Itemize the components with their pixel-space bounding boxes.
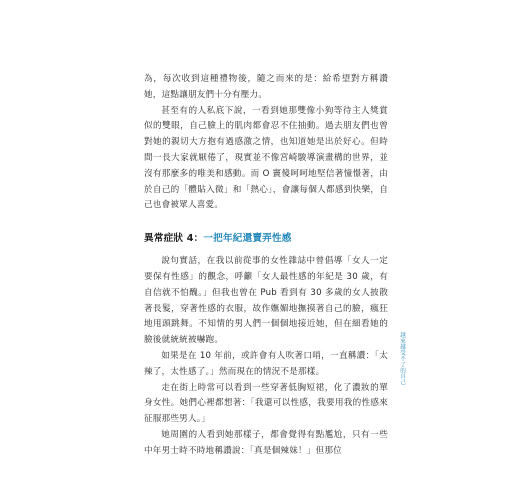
section-heading [144, 232, 388, 246]
body-text [144, 72, 388, 460]
section-heading-title: 一把年紀還賣弄性感 [203, 233, 292, 245]
paragraph: 說句實話，在我以前從事的女性雜誌中曾倡導「女人一定要保有性感」的觀念，呼籲「女人最性感的年紀是 30 歲，有自信就不怕醜。」但我也曾在 Pub 看到有 30 多歲的女人披散著長髮，穿著性感的衣服，故作嫵媚地撫摸著自己的臉，瘋狂地甩頭跳舞。不知情的男人們一個個地接近她，但在細看她的臉後就統統被嚇跑。 [144, 256, 388, 346]
section-heading-prefix: 異常症狀 4： [144, 233, 204, 245]
paragraph: 如果是在 10 年前，或許會有人吹著口哨，一直稱讚：「太辣了，太性感了。」然而現在的情況不是那樣。 [144, 350, 388, 377]
side-chapter-label: 越來越受不了的自己 [399, 332, 405, 386]
paragraph: 她周圍的人看到她那樣子，都會覺得有點尷尬，只有一些中年男士時不時地稱讚說：「真是個辣妹！」但那位 [144, 429, 388, 456]
paragraph: 為，每次收到這種禮物後，隨之而來的是：給希望對方稱讚她，這點讓朋友們十分有壓力。 [144, 74, 388, 100]
paragraph: 甚至有的人私底下說，一看到她那雙像小狗等待主人獎賞似的雙眼，自己臉上的肌肉都會忍不住抽動。過去朋友們也曾對她的親切大方抱有過感激之情，也知道她是出於好心。但時間一長大家就厭倦了，現實並不像宮崎駿導演畫構的世界，並沒有那麼多的唯美和感動。而 O 竇傻呵呵地堅信著憧憬著，由於自己的「體貼入微」和「熱心」，會讓每個人都感到快樂，自己也會被眾人喜愛。 [144, 105, 388, 211]
paragraph: 走在街上時常可以看到一些穿著低胸短裙，化了濃妝的單身女性。她們心裡都想著：「我還可以性感，我要用我的性感來征服那些男人。」 [144, 382, 388, 425]
